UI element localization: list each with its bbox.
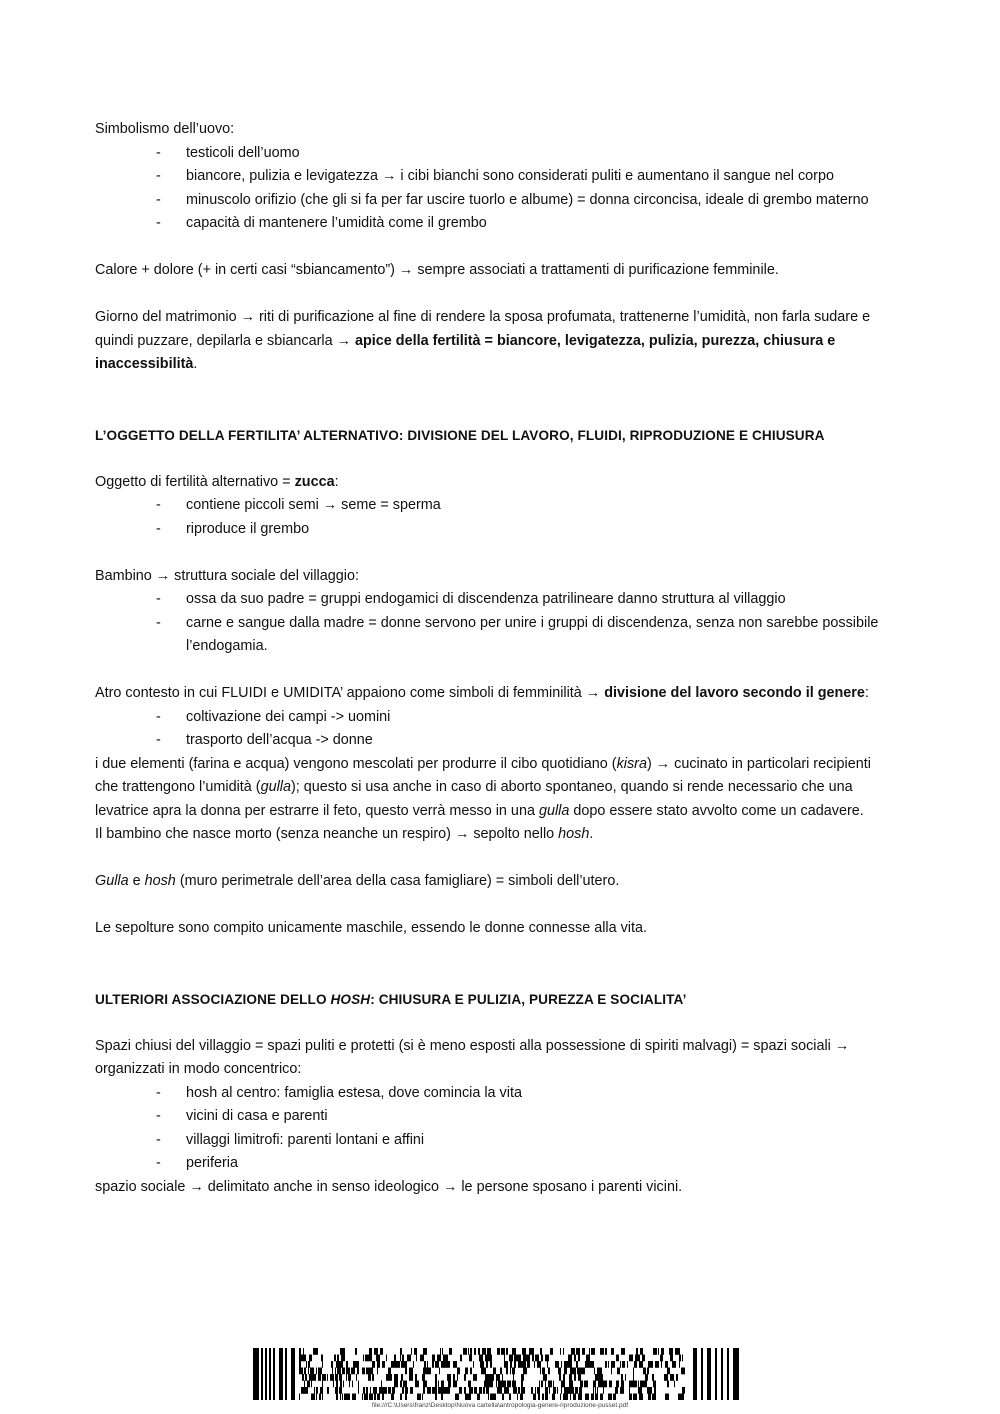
text-run: : xyxy=(864,685,869,701)
text-run: i due elementi (farina e acqua) vengono mescolati per produrre il cibo quotidiano ( xyxy=(95,755,617,772)
list-item: - trasporto dell’acqua -> donne xyxy=(95,729,895,753)
gulla-hosh-paragraph xyxy=(95,870,895,894)
list-item: - contiene piccoli semi → seme = sperma xyxy=(95,494,895,518)
text-run: : xyxy=(334,473,339,490)
bold-text: divisione del lavoro secondo il genere xyxy=(604,685,865,701)
egg-symbolism-intro: Simbolismo dell’uovo: xyxy=(95,121,235,137)
text-run: (muro perimetrale dell’area della casa famigliare) = simboli dell’utero. xyxy=(175,873,620,889)
concentric-spaces-list xyxy=(95,1082,895,1176)
italic-text: gulla xyxy=(538,802,570,819)
italic-text: Gulla xyxy=(95,873,129,889)
list-item: - minuscolo orifizio (che gli si fa per far uscire tuorlo e albume) = donna circoncisa, ideale di grembo materno xyxy=(95,189,895,213)
barcode-image xyxy=(253,1348,741,1400)
text-run: Giorno del matrimonio → riti di purificazione al fine di rendere la sposa profumata, trattenerne l’umidità, non farla sudare e quindi puzzare, depilarla e sbiancarla → xyxy=(95,309,871,349)
italic-text: HOSH xyxy=(330,991,371,1007)
section-heading-hosh xyxy=(95,988,895,1012)
italic-text: kisra xyxy=(616,755,647,772)
italic-text: gulla xyxy=(260,779,291,795)
list-item: - vicini di casa e parenti xyxy=(95,1105,895,1129)
list-item: - ossa da suo padre = gruppi endogamici di discendenza patrilineare danno struttura al villaggio xyxy=(95,588,895,612)
alternative-object-paragraph xyxy=(95,471,895,495)
list-item: - villaggi limitrofi: parenti lontani e affini xyxy=(95,1129,895,1153)
other-context-paragraph xyxy=(95,682,895,706)
list-item: - carne e sangue dalla madre = donne servono per unire i gruppi di discendenza, senza non sarebbe possibile l’endogamia. xyxy=(95,612,895,659)
text-run: Atro contesto in cui FLUIDI e UMIDITA’ appaiono come simboli di femminilità → xyxy=(95,685,605,701)
heat-pain-paragraph: Calore + dolore (+ in certi casi “sbiancamento”) → sempre associati a trattamenti di purificazione femminile. xyxy=(95,262,779,278)
text-run: dopo essere stato avvolto come un cadavere. xyxy=(569,802,864,819)
section-heading-alternative-fertility: L’OGGETTO DELLA FERTILITA’ ALTERNATIVO: DIVISIONE DEL LAVORO, FLUIDI, RIPRODUZIONE E CHIUSURA xyxy=(95,427,825,443)
flour-water-paragraph xyxy=(95,753,895,824)
italic-text: hosh xyxy=(558,826,590,842)
wedding-paragraph xyxy=(95,306,895,377)
list-item: - riproduce il grembo xyxy=(95,518,895,542)
bold-text: zucca xyxy=(294,473,335,490)
document-body xyxy=(95,118,895,1199)
child-list xyxy=(95,588,895,659)
text-run: . xyxy=(193,356,198,372)
burials-paragraph: Le sepolture sono compito unicamente maschile, essendo le donne connesse alla vita. xyxy=(95,920,647,936)
text-run: Il bambino che nasce morto (senza neanche un respiro) → sepolto nello xyxy=(95,826,559,842)
text-run: : CHIUSURA E PULIZIA, PUREZZA E SOCIALITA’ xyxy=(370,991,687,1007)
stillborn-paragraph xyxy=(95,823,895,847)
pumpkin-list xyxy=(95,494,895,541)
file-path-footer: file:///C:\Users\franz\Desktop\Nuova cartella\antropologia-genere-riproduzione-pusset.pdf xyxy=(371,1402,629,1409)
text-run: ); questo si usa anche in caso di aborto spontaneo, quando si rende necessario che una levatrice apra la donna per estrarre il feto, questo verrà messo in una xyxy=(95,779,853,819)
bold-text: apice della fertilità = biancore, levigatezza, pulizia, purezza, chiusura e inaccessibilità xyxy=(95,332,836,372)
text-run: . xyxy=(589,826,594,842)
social-space-paragraph: spazio sociale → delimitato anche in senso ideologico → le persone sposano i parenti vicini. xyxy=(95,1178,683,1195)
closed-spaces-paragraph: Spazi chiusi del villaggio = spazi puliti e protetti (si è meno esposti alla possessione di spiriti malvagi) = spazi sociali → organizzati in modo concentrico: xyxy=(95,1037,850,1077)
list-item: - testicoli dell’uomo xyxy=(95,142,895,166)
text-run: Oggetto di fertilità alternativo = xyxy=(95,473,295,490)
labor-division-list xyxy=(95,706,895,753)
text-run: e xyxy=(128,873,145,889)
list-item: - hosh al centro: famiglia estesa, dove comincia la vita xyxy=(95,1082,895,1106)
list-item: - coltivazione dei campi -> uomini xyxy=(95,706,895,730)
egg-symbolism-list xyxy=(95,142,895,236)
italic-text: hosh xyxy=(144,873,176,889)
list-item: - periferia xyxy=(95,1152,895,1176)
text-run: ULTERIORI ASSOCIAZIONE DELLO xyxy=(95,991,331,1007)
list-item: - capacità di mantenere l’umidità come il grembo xyxy=(95,212,895,236)
barcode-graphic xyxy=(253,1348,741,1400)
text-run: ) → cucinato in particolari recipienti che trattengono l’umidità ( xyxy=(95,755,871,795)
child-paragraph: Bambino → struttura sociale del villaggio: xyxy=(95,567,359,584)
list-item: - biancore, pulizia e levigatezza → i cibi bianchi sono considerati puliti e aumentano il sangue nel corpo xyxy=(95,165,895,189)
